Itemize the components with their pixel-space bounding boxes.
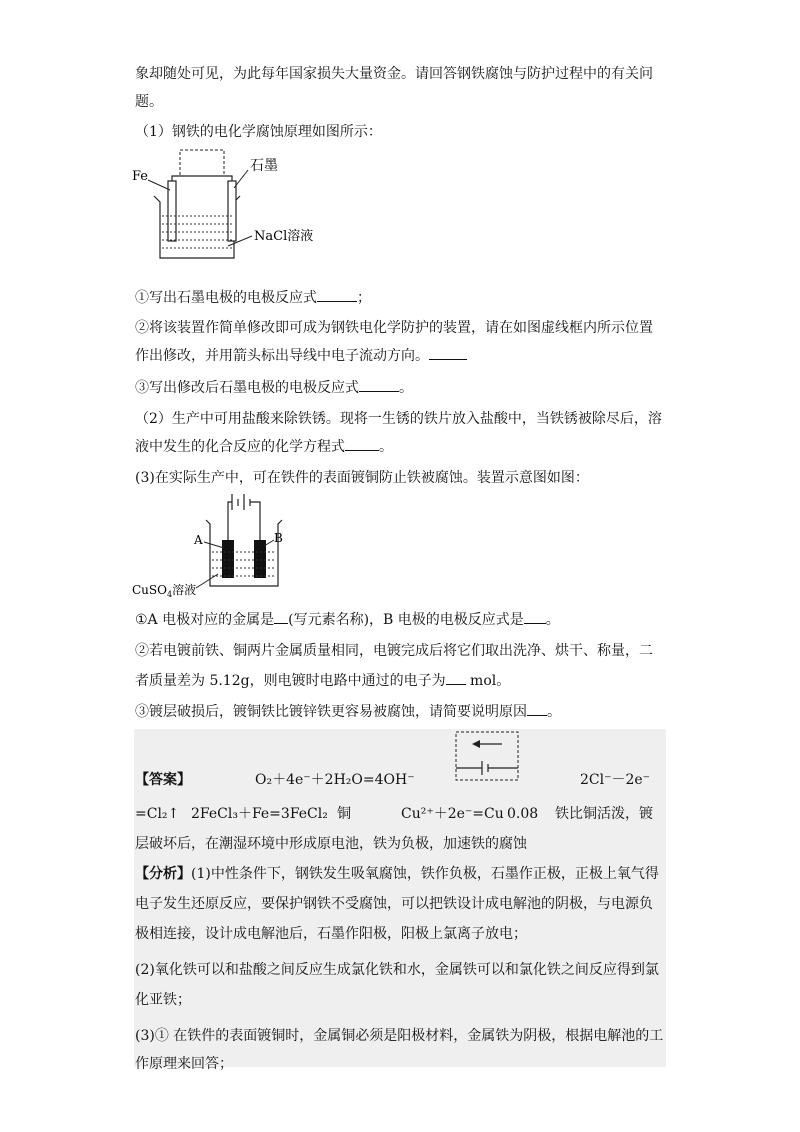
- answer-eq1: O₂＋4e⁻＋2H₂O=4OH⁻: [255, 772, 415, 788]
- answer-blank: [359, 377, 399, 392]
- analysis-line-5: 化亚铁；: [135, 992, 191, 1008]
- corrosion-cell-figure: [132, 146, 314, 266]
- question-1b: ②将该装置作简单修改即可成为钢铁电化学防护的装置，请在如图虚线框内所示位置: [135, 320, 653, 336]
- question-2: （2）生产中可用盐酸来除铁锈。现将一生锈的铁片放入盐酸中，当铁锈被除尽后，溶: [135, 411, 662, 427]
- question-3a: ①A 电极对应的金属是 (写元素名称)，B 电极的电极反应式是 。: [135, 606, 665, 634]
- question-1a: ①写出石墨电极的电极反应式 ；: [135, 284, 665, 312]
- text-line: 象却随处可见，为此每年国家损失大量资金。请回答钢铁腐蚀与防护过程中的有关问: [135, 66, 653, 82]
- answer-blank: [429, 345, 467, 360]
- answer-reason: 铁比铜活泼，镀: [555, 806, 653, 822]
- question-2-cont: 液中发生的化合反应的化学方程式 。: [135, 433, 665, 461]
- answer-line-2: [135, 800, 665, 828]
- answer-eq3: 2FeCl₃＋Fe=3FeCl₂: [191, 806, 328, 822]
- question-1c: ③写出修改后石墨电极的电极反应式 。: [135, 374, 665, 402]
- analysis-tag: 【分析】: [135, 866, 191, 882]
- analysis-line-6: (3)① 在铁件的表面镀铜时，金属铜必须是阳极材料，金属铁为阴极，根据电解池的工: [135, 1028, 664, 1044]
- answer-blank: [527, 701, 547, 716]
- answer-eq2b: =Cl₂↑: [135, 806, 180, 822]
- answer-metal: 铜: [337, 806, 351, 822]
- question-3: (3)在实际生产中，可在铁件的表面镀铜防止铁被腐蚀。装置示意图如图：: [135, 470, 589, 486]
- graphite-label: 石墨: [250, 158, 278, 174]
- electrode-a-label: A: [194, 533, 203, 547]
- electrode-b-label: B: [274, 531, 283, 545]
- answer-blank: [524, 609, 546, 624]
- fe-label: Fe: [132, 169, 149, 184]
- analysis-line-2: 电子发生还原反应，要保护钢铁不受腐蚀，可以把铁设计成电解池的阴极，与电源负: [135, 896, 653, 912]
- question-1-heading: （1）钢铁的电化学腐蚀原理如图所示：: [135, 124, 382, 140]
- electroplating-figure: [132, 490, 302, 600]
- text-line: 题。: [135, 94, 163, 110]
- answer-tag: 【答案】: [135, 772, 191, 788]
- answer-blank: [274, 609, 288, 624]
- analysis-line-1: 【分析】(1)中性条件下，钢铁发生吸氧腐蚀，铁作负极，石墨作正极，正极上氧气得: [135, 866, 659, 882]
- answer-eq4: Cu²⁺＋2e⁻=Cu: [401, 806, 504, 822]
- answer-line-1: [135, 766, 665, 794]
- analysis-line-3: 极相连接，设计成电解池后，石墨作阳极，阳极上氯离子放电；: [135, 926, 527, 942]
- question-3b-cont: 者质量差为 5.12g，则电镀时电路中通过的电子为 mol。: [135, 667, 665, 695]
- question-1b-cont: 作出修改，并用箭头标出导线中电子流动方向。: [135, 342, 665, 370]
- question-3c: ③镀层破损后，镀铜铁比镀锌铁更容易被腐蚀，请简要说明原因 。: [135, 698, 665, 726]
- answer-line-3: 层破坏后，在潮湿环境中形成原电池，铁为负极，加速铁的腐蚀: [135, 836, 527, 852]
- analysis-line-4: (2)氧化铁可以和盐酸之间反应生成氯化铁和水，金属铁可以和氯化铁之间反应得到氯: [135, 962, 659, 978]
- answer-moles: 0.08: [507, 806, 539, 822]
- nacl-label: NaCl溶液: [254, 229, 314, 244]
- answer-blank: [345, 436, 379, 451]
- answer-eq2a: 2Cl⁻－2e⁻: [580, 772, 651, 788]
- cuso4-label: CuSO$_4$溶液: [132, 583, 197, 599]
- question-3b: ②若电镀前铁、铜两片金属质量相同，电镀完成后将它们取出洗净、烘干、称量，二: [135, 643, 653, 659]
- answer-blank: [317, 287, 357, 302]
- analysis-line-7: 作原理来回答；: [135, 1056, 233, 1072]
- answer-blank: [446, 670, 466, 685]
